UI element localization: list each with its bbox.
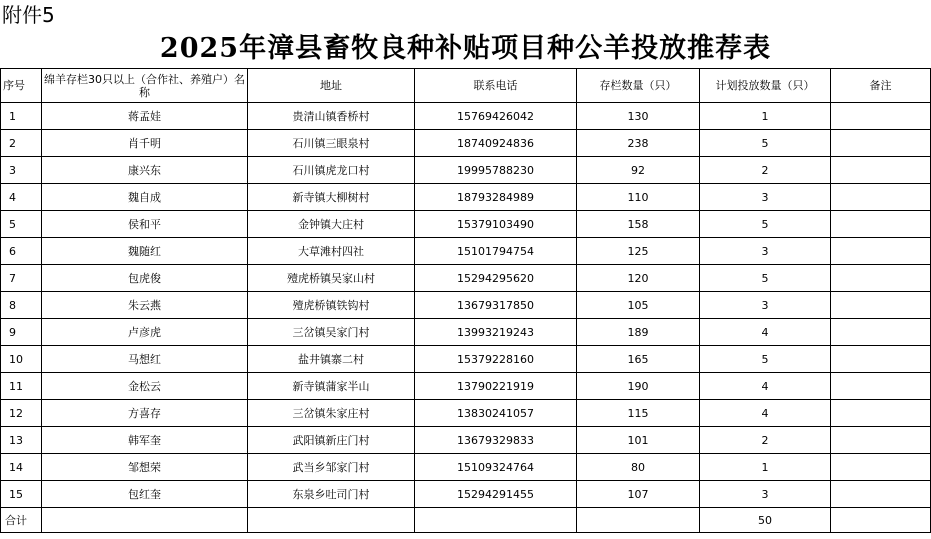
cell-name: 卢彦虎 — [42, 319, 248, 346]
cell-phone: 19995788230 — [415, 157, 577, 184]
cell-remarks — [831, 481, 931, 508]
cell-planned: 3 — [700, 184, 831, 211]
cell-name: 康兴东 — [42, 157, 248, 184]
cell-remarks — [831, 103, 931, 130]
table-row — [1, 265, 931, 292]
cell-remarks — [831, 130, 931, 157]
table-row — [1, 400, 931, 427]
cell-seq: 13 — [1, 427, 42, 454]
header-phone: 联系电话 — [415, 69, 577, 103]
table-row — [1, 454, 931, 481]
cell-seq: 6 — [1, 238, 42, 265]
cell-planned: 3 — [700, 481, 831, 508]
cell-planned: 4 — [700, 373, 831, 400]
cell-phone: 15379228160 — [415, 346, 577, 373]
cell-name: 包红奎 — [42, 481, 248, 508]
cell-seq: 14 — [1, 454, 42, 481]
table-row — [1, 292, 931, 319]
cell-address: 殪虎桥镇铁钩村 — [248, 292, 415, 319]
cell-name: 邹想荣 — [42, 454, 248, 481]
header-name: 绵羊存栏30只以上（合作社、养殖户）名称 — [42, 69, 248, 103]
cell-remarks — [831, 184, 931, 211]
cell-remarks — [831, 265, 931, 292]
cell-planned: 2 — [700, 427, 831, 454]
cell-planned: 1 — [700, 454, 831, 481]
header-row — [1, 69, 931, 103]
cell-address: 殪虎桥镇吴家山村 — [248, 265, 415, 292]
cell-name: 韩军奎 — [42, 427, 248, 454]
cell-stock: 125 — [577, 238, 700, 265]
cell-phone: 15101794754 — [415, 238, 577, 265]
cell-seq: 11 — [1, 373, 42, 400]
cell-name: 魏自成 — [42, 184, 248, 211]
cell-stock: 107 — [577, 481, 700, 508]
table-row — [1, 184, 931, 211]
cell-phone: 18740924836 — [415, 130, 577, 157]
cell-address: 金钟镇大庄村 — [248, 211, 415, 238]
table-row — [1, 346, 931, 373]
total-phone-cell — [415, 508, 577, 533]
cell-seq: 1 — [1, 103, 42, 130]
table-row — [1, 319, 931, 346]
page-title: 2025年漳县畜牧良种补贴项目种公羊投放推荐表 — [159, 33, 772, 64]
table-row — [1, 211, 931, 238]
cell-address: 石川镇三眼泉村 — [248, 130, 415, 157]
cell-planned: 4 — [700, 319, 831, 346]
cell-name: 马想红 — [42, 346, 248, 373]
cell-stock: 158 — [577, 211, 700, 238]
header-stock: 存栏数量（只） — [577, 69, 700, 103]
cell-phone: 13679329833 — [415, 427, 577, 454]
table-row — [1, 373, 931, 400]
header-remarks: 备注 — [831, 69, 931, 103]
total-stock-cell — [577, 508, 700, 533]
cell-planned: 5 — [700, 346, 831, 373]
cell-phone: 13830241057 — [415, 400, 577, 427]
total-label: 合计 — [1, 508, 42, 533]
cell-phone: 18793284989 — [415, 184, 577, 211]
header-planned: 计划投放数量（只） — [700, 69, 831, 103]
table-row — [1, 103, 931, 130]
cell-address: 石川镇虎龙口村 — [248, 157, 415, 184]
table-row — [1, 157, 931, 184]
table-row — [1, 481, 931, 508]
table-body — [1, 103, 931, 508]
cell-remarks — [831, 238, 931, 265]
cell-stock: 189 — [577, 319, 700, 346]
cell-remarks — [831, 211, 931, 238]
cell-phone: 15379103490 — [415, 211, 577, 238]
cell-remarks — [831, 319, 931, 346]
cell-phone: 15294295620 — [415, 265, 577, 292]
attachment-label: 附件5 — [2, 3, 55, 27]
cell-remarks — [831, 454, 931, 481]
cell-name: 肖千明 — [42, 130, 248, 157]
cell-planned: 5 — [700, 211, 831, 238]
cell-planned: 4 — [700, 400, 831, 427]
cell-phone: 15294291455 — [415, 481, 577, 508]
cell-stock: 120 — [577, 265, 700, 292]
cell-name: 魏随红 — [42, 238, 248, 265]
cell-stock: 110 — [577, 184, 700, 211]
cell-planned: 3 — [700, 292, 831, 319]
cell-stock: 165 — [577, 346, 700, 373]
cell-address: 东泉乡吐司门村 — [248, 481, 415, 508]
cell-stock: 115 — [577, 400, 700, 427]
cell-remarks — [831, 427, 931, 454]
total-address-cell — [248, 508, 415, 533]
cell-planned: 1 — [700, 103, 831, 130]
cell-address: 新寺镇蒲家半山 — [248, 373, 415, 400]
cell-name: 蒋孟娃 — [42, 103, 248, 130]
total-remarks-cell — [831, 508, 931, 533]
cell-name: 金松云 — [42, 373, 248, 400]
cell-seq: 4 — [1, 184, 42, 211]
cell-seq: 8 — [1, 292, 42, 319]
table-row — [1, 427, 931, 454]
header-address: 地址 — [248, 69, 415, 103]
cell-stock: 238 — [577, 130, 700, 157]
cell-seq: 7 — [1, 265, 42, 292]
cell-seq: 9 — [1, 319, 42, 346]
cell-stock: 101 — [577, 427, 700, 454]
cell-address: 大草滩村四社 — [248, 238, 415, 265]
cell-address: 新寺镇大柳树村 — [248, 184, 415, 211]
cell-planned: 3 — [700, 238, 831, 265]
cell-seq: 5 — [1, 211, 42, 238]
cell-seq: 10 — [1, 346, 42, 373]
cell-phone: 13993219243 — [415, 319, 577, 346]
cell-address: 盐井镇寨二村 — [248, 346, 415, 373]
cell-planned: 5 — [700, 130, 831, 157]
cell-remarks — [831, 400, 931, 427]
cell-name: 方喜存 — [42, 400, 248, 427]
cell-stock: 80 — [577, 454, 700, 481]
cell-seq: 2 — [1, 130, 42, 157]
cell-stock: 130 — [577, 103, 700, 130]
cell-remarks — [831, 346, 931, 373]
cell-address: 三岔镇吴家门村 — [248, 319, 415, 346]
cell-planned: 5 — [700, 265, 831, 292]
cell-remarks — [831, 292, 931, 319]
recommendation-table — [0, 68, 931, 533]
cell-phone: 13790221919 — [415, 373, 577, 400]
cell-stock: 105 — [577, 292, 700, 319]
table-row — [1, 130, 931, 157]
cell-stock: 190 — [577, 373, 700, 400]
total-planned: 50 — [700, 508, 831, 533]
total-row — [1, 508, 931, 533]
cell-address: 三岔镇朱家庄村 — [248, 400, 415, 427]
cell-planned: 2 — [700, 157, 831, 184]
cell-name: 朱云燕 — [42, 292, 248, 319]
cell-seq: 3 — [1, 157, 42, 184]
cell-name: 包虎俊 — [42, 265, 248, 292]
cell-seq: 15 — [1, 481, 42, 508]
cell-address: 武阳镇新庄门村 — [248, 427, 415, 454]
cell-seq: 12 — [1, 400, 42, 427]
cell-phone: 13679317850 — [415, 292, 577, 319]
cell-address: 贵清山镇香桥村 — [248, 103, 415, 130]
cell-remarks — [831, 157, 931, 184]
cell-address: 武当乡邹家门村 — [248, 454, 415, 481]
header-seq: 序号 — [1, 69, 42, 103]
total-name-cell — [42, 508, 248, 533]
table-row — [1, 238, 931, 265]
cell-phone: 15769426042 — [415, 103, 577, 130]
cell-stock: 92 — [577, 157, 700, 184]
cell-name: 侯和平 — [42, 211, 248, 238]
cell-remarks — [831, 373, 931, 400]
cell-phone: 15109324764 — [415, 454, 577, 481]
